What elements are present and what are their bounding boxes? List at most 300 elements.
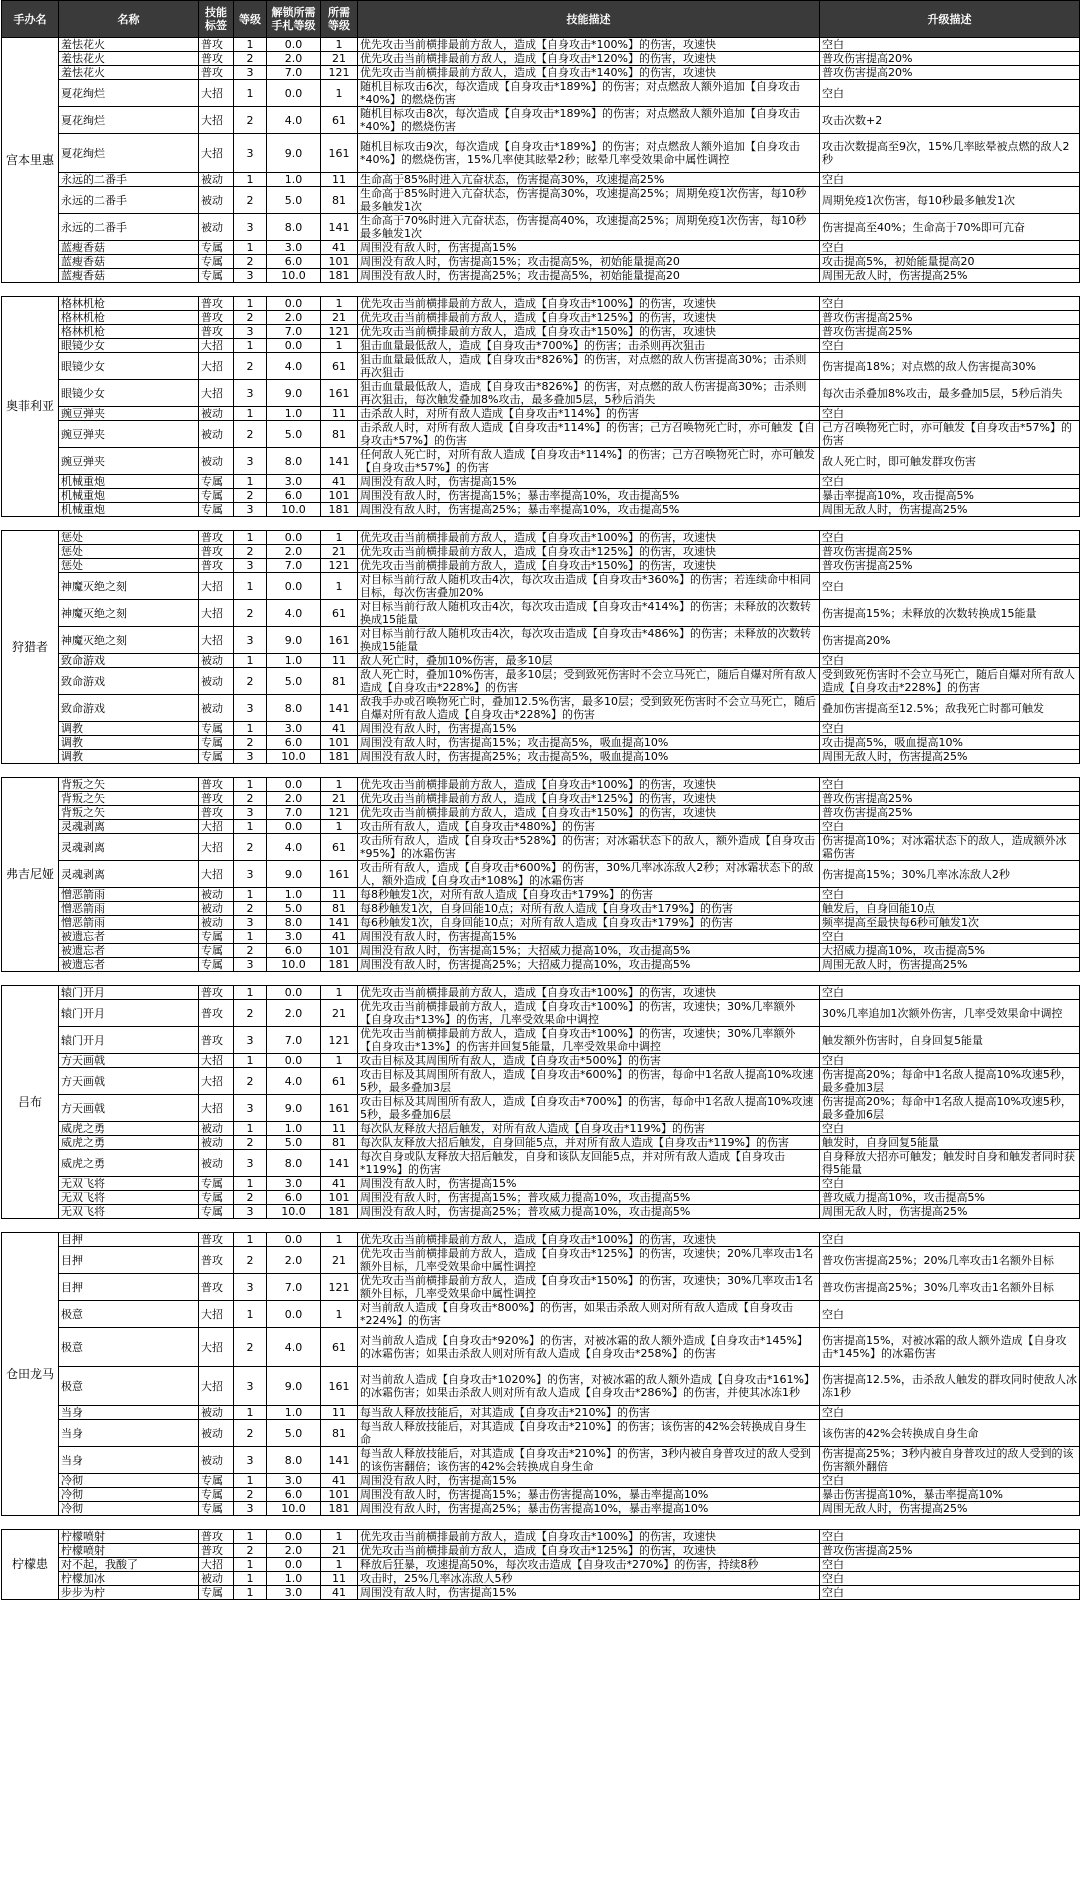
skill-name-cell: 极意	[59, 1328, 199, 1367]
unlock-level-cell: 10.0	[267, 958, 321, 972]
skill-level-cell: 2	[234, 489, 267, 503]
skill-level-cell: 3	[234, 1027, 267, 1054]
unlock-level-cell: 0.0	[267, 1301, 321, 1328]
required-level-cell: 21	[321, 311, 358, 325]
table-row	[2, 531, 1080, 545]
unlock-level-cell: 8.0	[267, 448, 321, 475]
upgrade-desc-cell: 伤害提高25%；3秒内被自身普攻过的敌人受到的该伤害额外翻倍	[820, 1447, 1080, 1474]
skill-desc-cell: 优先攻击当前横排最前方敌人，造成【自身攻击*100%】的伤害，攻速快	[358, 531, 820, 545]
required-level-cell: 21	[321, 1247, 358, 1274]
skill-desc-cell: 周围没有敌人时，伤害提高15%；攻击提高5%，初始能量提高20	[358, 255, 820, 269]
table-row	[2, 1420, 1080, 1447]
skill-name-cell: 惩处	[59, 545, 199, 559]
upgrade-desc-cell: 伤害提高18%；对点燃的敌人伤害提高30%	[820, 353, 1080, 380]
skill-name-cell: 威虎之勇	[59, 1136, 199, 1150]
skill-tag-cell: 大招	[199, 820, 234, 834]
skill-level-cell: 2	[234, 107, 267, 134]
skill-name-cell: 柠檬加冰	[59, 1572, 199, 1586]
skill-name-cell: 辕门开月	[59, 1000, 199, 1027]
skill-desc-cell: 周围没有敌人时，伤害提高15%；大招威力提高10%，攻击提高5%	[358, 944, 820, 958]
table-row	[2, 1488, 1080, 1502]
upgrade-desc-cell: 空白	[820, 1233, 1080, 1247]
skill-tag-cell: 大招	[199, 861, 234, 888]
skill-level-cell: 1	[234, 339, 267, 353]
upgrade-desc-cell: 空白	[820, 1177, 1080, 1191]
skill-level-cell: 2	[234, 1068, 267, 1095]
unlock-level-cell: 3.0	[267, 475, 321, 489]
upgrade-desc-cell: 空白	[820, 654, 1080, 668]
unlock-level-cell: 1.0	[267, 888, 321, 902]
skill-tag-cell: 大招	[199, 1095, 234, 1122]
skill-level-cell: 2	[234, 902, 267, 916]
skill-tag-cell: 大招	[199, 1328, 234, 1367]
skill-tag-cell: 大招	[199, 1054, 234, 1068]
table-row	[2, 107, 1080, 134]
skill-level-cell: 3	[234, 806, 267, 820]
skill-level-cell: 3	[234, 214, 267, 241]
skill-tag-cell: 大招	[199, 834, 234, 861]
unlock-level-cell: 10.0	[267, 503, 321, 517]
table-row	[2, 1530, 1080, 1544]
skill-name-cell: 机械重炮	[59, 503, 199, 517]
skill-level-cell: 1	[234, 1177, 267, 1191]
table-row	[2, 66, 1080, 80]
upgrade-desc-cell: 受到致死伤害时不会立马死亡，随后自爆对所有敌人造成【自身攻击*228%】的伤害	[820, 668, 1080, 695]
skill-level-cell: 2	[234, 311, 267, 325]
skill-name-cell: 无双飞将	[59, 1205, 199, 1219]
unlock-level-cell: 4.0	[267, 353, 321, 380]
skill-level-cell: 1	[234, 1474, 267, 1488]
upgrade-desc-cell: 普攻伤害提高25%	[820, 325, 1080, 339]
unlock-level-cell: 6.0	[267, 1488, 321, 1502]
skill-name-cell: 永远的二番手	[59, 187, 199, 214]
table-row	[2, 353, 1080, 380]
table-row	[2, 1474, 1080, 1488]
skill-tag-cell: 大招	[199, 1558, 234, 1572]
skill-name-cell: 夏花绚烂	[59, 107, 199, 134]
upgrade-desc-cell: 普攻伤害提高20%	[820, 52, 1080, 66]
unlock-level-cell: 0.0	[267, 778, 321, 792]
skill-desc-cell: 释放后狂暴，攻速提高50%，每次攻击造成【自身攻击*270%】的伤害，持续8秒	[358, 1558, 820, 1572]
skill-tag-cell: 大招	[199, 380, 234, 407]
required-level-cell: 11	[321, 654, 358, 668]
required-level-cell: 141	[321, 214, 358, 241]
skill-desc-cell: 每8秒触发1次，自身回能10点；对所有敌人造成【自身攻击*179%】的伤害	[358, 902, 820, 916]
upgrade-desc-cell: 空白	[820, 986, 1080, 1000]
skill-name-cell: 憎恶箭雨	[59, 902, 199, 916]
required-level-cell: 121	[321, 1274, 358, 1301]
skill-tag-cell: 被动	[199, 1122, 234, 1136]
skill-tag-cell: 专属	[199, 1191, 234, 1205]
skill-level-cell: 1	[234, 297, 267, 311]
unlock-level-cell: 4.0	[267, 834, 321, 861]
skill-desc-cell: 优先攻击当前横排最前方敌人，造成【自身攻击*100%】的伤害，攻速快	[358, 986, 820, 1000]
table-row	[2, 1544, 1080, 1558]
skill-tag-cell: 大招	[199, 353, 234, 380]
upgrade-desc-cell: 空白	[820, 475, 1080, 489]
skill-level-cell: 2	[234, 792, 267, 806]
table-row	[2, 173, 1080, 187]
table-row	[2, 421, 1080, 448]
skill-desc-cell: 周围没有敌人时，伤害提高15%；暴击率提高10%，攻击提高5%	[358, 489, 820, 503]
skill-desc-cell: 优先攻击当前横排最前方敌人，造成【自身攻击*125%】的伤害，攻速快	[358, 545, 820, 559]
skill-desc-cell: 随机目标攻击8次，每次造成【自身攻击*189%】的伤害；对点燃敌人额外追加【自身攻击*40%】的燃烧伤害	[358, 107, 820, 134]
unlock-level-cell: 1.0	[267, 654, 321, 668]
skill-desc-cell: 对目标当前行敌人随机攻击4次，每次攻击造成【自身攻击*360%】的伤害；若连续命中相同目标，每次伤害叠加20%	[358, 573, 820, 600]
skill-tag-cell: 大招	[199, 627, 234, 654]
skill-desc-cell: 优先攻击当前横排最前方敌人，造成【自身攻击*125%】的伤害，攻速快	[358, 311, 820, 325]
required-level-cell: 161	[321, 1095, 358, 1122]
col-header-figure: 手办名	[2, 1, 59, 38]
skill-name-cell: 调教	[59, 736, 199, 750]
skill-name-cell: 背叛之矢	[59, 778, 199, 792]
upgrade-desc-cell: 伤害提高15%；未释放的次数转换成15能量	[820, 600, 1080, 627]
skill-name-cell: 当身	[59, 1406, 199, 1420]
required-level-cell: 161	[321, 861, 358, 888]
table-row	[2, 1068, 1080, 1095]
skill-tag-cell: 普攻	[199, 1530, 234, 1544]
upgrade-desc-cell: 普攻伤害提高25%	[820, 792, 1080, 806]
upgrade-desc-cell: 普攻伤害提高25%	[820, 806, 1080, 820]
character-name-cell: 狩猎者	[2, 531, 59, 764]
required-level-cell: 61	[321, 834, 358, 861]
table-row	[2, 1586, 1080, 1600]
table-row	[2, 1054, 1080, 1068]
table-row	[2, 559, 1080, 573]
unlock-level-cell: 10.0	[267, 750, 321, 764]
required-level-cell: 161	[321, 380, 358, 407]
unlock-level-cell: 9.0	[267, 380, 321, 407]
table-row	[2, 806, 1080, 820]
skill-tag-cell: 专属	[199, 1502, 234, 1516]
skill-desc-cell: 周围没有敌人时，伤害提高15%；攻击提高5%，吸血提高10%	[358, 736, 820, 750]
upgrade-desc-cell: 普攻伤害提高25%	[820, 1544, 1080, 1558]
skill-tag-cell: 专属	[199, 1586, 234, 1600]
table-row	[2, 654, 1080, 668]
separator-cell	[2, 972, 1080, 986]
skill-tag-cell: 大招	[199, 1367, 234, 1406]
unlock-level-cell: 2.0	[267, 1247, 321, 1274]
table-row	[2, 1000, 1080, 1027]
skill-tag-cell: 专属	[199, 750, 234, 764]
required-level-cell: 181	[321, 269, 358, 283]
skill-level-cell: 2	[234, 1136, 267, 1150]
skill-name-cell: 憎恶箭雨	[59, 888, 199, 902]
skill-desc-cell: 优先攻击当前横排最前方敌人，造成【自身攻击*140%】的伤害，攻速快	[358, 66, 820, 80]
skill-name-cell: 冷彻	[59, 1488, 199, 1502]
required-level-cell: 61	[321, 1328, 358, 1367]
skill-desc-cell: 周围没有敌人时，伤害提高15%	[358, 475, 820, 489]
upgrade-desc-cell: 触发时，自身回复5能量	[820, 1136, 1080, 1150]
skill-tag-cell: 普攻	[199, 778, 234, 792]
upgrade-desc-cell: 大招威力提高10%，攻击提高5%	[820, 944, 1080, 958]
upgrade-desc-cell: 伤害提高20%；每命中1名敌人提高10%攻速5秒，最多叠加6层	[820, 1095, 1080, 1122]
skill-tag-cell: 被动	[199, 1572, 234, 1586]
required-level-cell: 181	[321, 958, 358, 972]
skill-desc-cell: 攻击目标及其周围所有敌人，造成【自身攻击*700%】的伤害，每命中1名敌人提高10%攻速5秒，最多叠加6层	[358, 1095, 820, 1122]
skill-level-cell: 3	[234, 1150, 267, 1177]
skill-desc-cell: 优先攻击当前横排最前方敌人，造成【自身攻击*125%】的伤害，攻速快；20%几率攻击1名额外目标，几率受效果命中属性调控	[358, 1247, 820, 1274]
skill-level-cell: 3	[234, 1095, 267, 1122]
skill-level-cell: 2	[234, 668, 267, 695]
skill-name-cell: 方天画戟	[59, 1068, 199, 1095]
upgrade-desc-cell: 空白	[820, 241, 1080, 255]
group-separator	[2, 1516, 1080, 1530]
table-row	[2, 255, 1080, 269]
unlock-level-cell: 6.0	[267, 255, 321, 269]
upgrade-desc-cell: 空白	[820, 1301, 1080, 1328]
skill-tag-cell: 普攻	[199, 986, 234, 1000]
skill-desc-cell: 优先攻击当前横排最前方敌人，造成【自身攻击*150%】的伤害，攻速快	[358, 325, 820, 339]
table-row	[2, 1150, 1080, 1177]
table-row	[2, 1095, 1080, 1122]
table-row	[2, 834, 1080, 861]
table-row	[2, 80, 1080, 107]
table-row	[2, 600, 1080, 627]
unlock-level-cell: 4.0	[267, 1328, 321, 1367]
skill-tag-cell: 普攻	[199, 1027, 234, 1054]
upgrade-desc-cell: 30%几率追加1次额外伤害，几率受效果命中调控	[820, 1000, 1080, 1027]
required-level-cell: 101	[321, 1191, 358, 1205]
table-row	[2, 888, 1080, 902]
skill-level-cell: 1	[234, 407, 267, 421]
skill-level-cell: 2	[234, 52, 267, 66]
upgrade-desc-cell: 空白	[820, 1572, 1080, 1586]
skill-level-cell: 1	[234, 573, 267, 600]
unlock-level-cell: 0.0	[267, 38, 321, 52]
skill-desc-cell: 周围没有敌人时，伤害提高15%	[358, 241, 820, 255]
skill-tag-cell: 普攻	[199, 38, 234, 52]
upgrade-desc-cell: 空白	[820, 888, 1080, 902]
skill-level-cell: 1	[234, 1122, 267, 1136]
skill-name-cell: 灵魂剥离	[59, 861, 199, 888]
skill-name-cell: 步步为柠	[59, 1586, 199, 1600]
required-level-cell: 181	[321, 750, 358, 764]
group-separator	[2, 764, 1080, 778]
upgrade-desc-cell: 伤害提高15%；30%几率冰冻敌人2秒	[820, 861, 1080, 888]
unlock-level-cell: 1.0	[267, 407, 321, 421]
table-row	[2, 792, 1080, 806]
upgrade-desc-cell: 空白	[820, 1054, 1080, 1068]
unlock-level-cell: 5.0	[267, 668, 321, 695]
required-level-cell: 11	[321, 407, 358, 421]
character-name-cell: 柠檬患	[2, 1530, 59, 1600]
table-row	[2, 750, 1080, 764]
required-level-cell: 41	[321, 930, 358, 944]
separator-cell	[2, 517, 1080, 531]
table-header	[2, 1, 1080, 38]
skill-name-cell: 格林机枪	[59, 325, 199, 339]
skill-desc-cell: 敌人死亡时，叠加10%伤害，最多10层	[358, 654, 820, 668]
skill-level-cell: 3	[234, 325, 267, 339]
unlock-level-cell: 10.0	[267, 269, 321, 283]
skill-name-cell: 豌豆弹夹	[59, 421, 199, 448]
skill-tag-cell: 专属	[199, 475, 234, 489]
character-name-cell: 仓田龙马	[2, 1233, 59, 1516]
skill-name-cell: 冷彻	[59, 1474, 199, 1488]
required-level-cell: 101	[321, 944, 358, 958]
skill-name-cell: 对不起，我酸了	[59, 1558, 199, 1572]
skill-name-cell: 永远的二番手	[59, 173, 199, 187]
unlock-level-cell: 7.0	[267, 559, 321, 573]
col-header-name: 名称	[59, 1, 199, 38]
skill-level-cell: 1	[234, 1054, 267, 1068]
skill-level-cell: 3	[234, 1447, 267, 1474]
skill-desc-cell: 周围没有敌人时，伤害提高25%；攻击提高5%，吸血提高10%	[358, 750, 820, 764]
table-row	[2, 187, 1080, 214]
skill-desc-cell: 周围没有敌人时，伤害提高15%	[358, 930, 820, 944]
unlock-level-cell: 6.0	[267, 1191, 321, 1205]
skill-name-cell: 背叛之矢	[59, 792, 199, 806]
table-row	[2, 380, 1080, 407]
skill-level-cell: 1	[234, 1233, 267, 1247]
unlock-level-cell: 1.0	[267, 1406, 321, 1420]
unlock-level-cell: 8.0	[267, 916, 321, 930]
skill-name-cell: 目押	[59, 1247, 199, 1274]
skill-name-cell: 惩处	[59, 559, 199, 573]
required-level-cell: 1	[321, 986, 358, 1000]
skill-tag-cell: 专属	[199, 269, 234, 283]
required-level-cell: 181	[321, 1205, 358, 1219]
skill-name-cell: 致命游戏	[59, 668, 199, 695]
table-row	[2, 339, 1080, 353]
skill-tag-cell: 被动	[199, 902, 234, 916]
upgrade-desc-cell: 空白	[820, 339, 1080, 353]
skill-level-cell: 1	[234, 888, 267, 902]
skill-tag-cell: 普攻	[199, 806, 234, 820]
skill-level-cell: 3	[234, 916, 267, 930]
skill-level-cell: 3	[234, 695, 267, 722]
table-row	[2, 1274, 1080, 1301]
table-body	[2, 38, 1080, 1600]
unlock-level-cell: 2.0	[267, 545, 321, 559]
table-row	[2, 736, 1080, 750]
upgrade-desc-cell: 空白	[820, 1558, 1080, 1572]
skill-desc-cell: 对目标当前行敌人随机攻击4次，每次攻击造成【自身攻击*486%】的伤害；未释放的次数转换成15能量	[358, 627, 820, 654]
required-level-cell: 81	[321, 1136, 358, 1150]
skill-level-cell: 1	[234, 654, 267, 668]
required-level-cell: 21	[321, 1544, 358, 1558]
required-level-cell: 1	[321, 531, 358, 545]
skill-level-cell: 1	[234, 241, 267, 255]
required-level-cell: 81	[321, 187, 358, 214]
required-level-cell: 1	[321, 339, 358, 353]
skill-tag-cell: 专属	[199, 944, 234, 958]
skill-tag-cell: 专属	[199, 1474, 234, 1488]
required-level-cell: 121	[321, 559, 358, 573]
skill-level-cell: 3	[234, 627, 267, 654]
skill-tag-cell: 大招	[199, 339, 234, 353]
table-row	[2, 916, 1080, 930]
skill-name-cell: 当身	[59, 1420, 199, 1447]
upgrade-desc-cell: 伤害提高12.5%，击杀敌人触发的群攻同时使敌人冰冻1秒	[820, 1367, 1080, 1406]
upgrade-desc-cell: 触发后，自身回能10点	[820, 902, 1080, 916]
skill-level-cell: 1	[234, 1530, 267, 1544]
skill-name-cell: 威虎之勇	[59, 1122, 199, 1136]
required-level-cell: 1	[321, 1530, 358, 1544]
table-row	[2, 1136, 1080, 1150]
skill-desc-cell: 随机目标攻击6次，每次造成【自身攻击*189%】的伤害；对点燃敌人额外追加【自身攻击*40%】的燃烧伤害	[358, 80, 820, 107]
skill-tag-cell: 被动	[199, 695, 234, 722]
skill-name-cell: 致命游戏	[59, 654, 199, 668]
unlock-level-cell: 2.0	[267, 52, 321, 66]
required-level-cell: 121	[321, 325, 358, 339]
skill-tag-cell: 被动	[199, 1420, 234, 1447]
skill-desc-cell: 每次队友释放大招后触发，对所有敌人造成【自身攻击*119%】的伤害	[358, 1122, 820, 1136]
required-level-cell: 61	[321, 107, 358, 134]
required-level-cell: 41	[321, 475, 358, 489]
upgrade-desc-cell: 空白	[820, 297, 1080, 311]
skill-desc-cell: 每次队友释放大招后触发，自身回能5点，并对所有敌人造成【自身攻击*119%】的伤害	[358, 1136, 820, 1150]
skill-desc-cell: 攻击目标及其周围所有敌人，造成【自身攻击*600%】的伤害，每命中1名敌人提高10%攻速5秒，最多叠加3层	[358, 1068, 820, 1095]
skill-desc-cell: 每当敌人释放技能后，对其造成【自身攻击*210%】的伤害	[358, 1406, 820, 1420]
skill-tag-cell: 被动	[199, 668, 234, 695]
unlock-level-cell: 0.0	[267, 1233, 321, 1247]
skill-tag-cell: 大招	[199, 1301, 234, 1328]
skill-desc-cell: 优先攻击当前横排最前方敌人，造成【自身攻击*100%】的伤害，攻速快	[358, 1233, 820, 1247]
unlock-level-cell: 0.0	[267, 1558, 321, 1572]
unlock-level-cell: 8.0	[267, 1447, 321, 1474]
skill-tag-cell: 普攻	[199, 792, 234, 806]
skill-level-cell: 3	[234, 269, 267, 283]
upgrade-desc-cell: 暴击率提高10%，攻击提高5%	[820, 489, 1080, 503]
skill-level-cell: 3	[234, 66, 267, 80]
unlock-level-cell: 5.0	[267, 187, 321, 214]
table-row	[2, 52, 1080, 66]
skill-tag-cell: 被动	[199, 421, 234, 448]
unlock-level-cell: 6.0	[267, 489, 321, 503]
table-row	[2, 311, 1080, 325]
skill-name-cell: 豌豆弹夹	[59, 448, 199, 475]
skill-level-cell: 3	[234, 380, 267, 407]
skill-level-cell: 2	[234, 736, 267, 750]
unlock-level-cell: 1.0	[267, 1572, 321, 1586]
unlock-level-cell: 5.0	[267, 1420, 321, 1447]
upgrade-desc-cell: 伤害提高15%，对被冰霜的敌人额外造成【自身攻击*145%】的冰霜伤害	[820, 1328, 1080, 1367]
upgrade-desc-cell: 周围无敌人时，伤害提高25%	[820, 1502, 1080, 1516]
unlock-level-cell: 1.0	[267, 1122, 321, 1136]
upgrade-desc-cell: 周围无敌人时，伤害提高25%	[820, 1205, 1080, 1219]
table-row	[2, 930, 1080, 944]
skill-name-cell: 格林机枪	[59, 297, 199, 311]
skill-name-cell: 被遗忘者	[59, 944, 199, 958]
skill-name-cell: 辕门开月	[59, 986, 199, 1000]
skill-desc-cell: 击杀敌人时，对所有敌人造成【自身攻击*114%】的伤害	[358, 407, 820, 421]
unlock-level-cell: 3.0	[267, 241, 321, 255]
table-row	[2, 1233, 1080, 1247]
col-header-tag: 技能 标签	[199, 1, 234, 38]
table-row	[2, 475, 1080, 489]
skill-tag-cell: 被动	[199, 1447, 234, 1474]
skill-level-cell: 3	[234, 958, 267, 972]
skill-name-cell: 夏花绚烂	[59, 80, 199, 107]
skill-tag-cell: 被动	[199, 214, 234, 241]
table-row	[2, 134, 1080, 173]
skill-name-cell: 眼镜少女	[59, 339, 199, 353]
required-level-cell: 1	[321, 820, 358, 834]
character-name-cell: 弗吉尼娅	[2, 778, 59, 972]
required-level-cell: 1	[321, 573, 358, 600]
skill-desc-cell: 优先攻击当前横排最前方敌人，造成【自身攻击*100%】的伤害，攻速快	[358, 778, 820, 792]
col-header-required-level: 所需 等级	[321, 1, 358, 38]
table-row	[2, 1328, 1080, 1367]
table-row	[2, 269, 1080, 283]
skill-name-cell: 夏花绚烂	[59, 134, 199, 173]
skill-tag-cell: 专属	[199, 736, 234, 750]
skill-tag-cell: 大招	[199, 134, 234, 173]
skill-level-cell: 2	[234, 255, 267, 269]
unlock-level-cell: 0.0	[267, 297, 321, 311]
